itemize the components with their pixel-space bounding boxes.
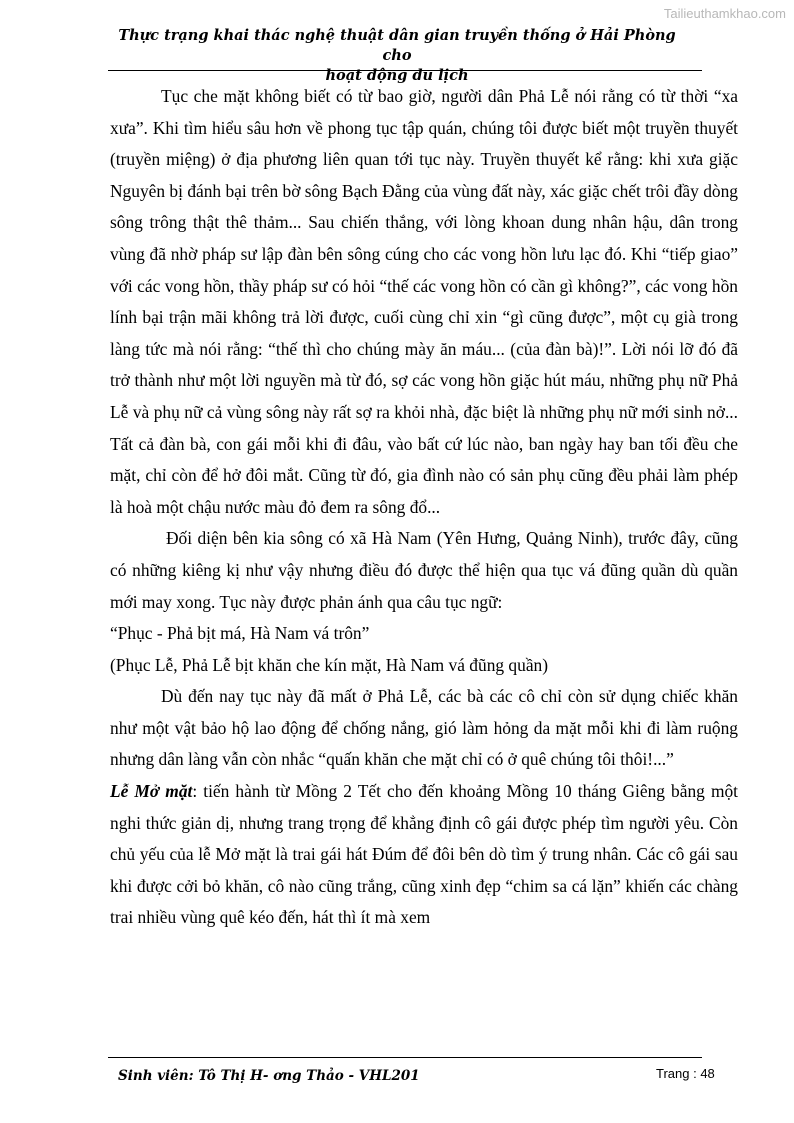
header-title-line2: hoạt động du lịch — [325, 67, 469, 84]
proverb-explanation: (Phục Lễ, Phả Lễ bịt khăn che kín mặt, Hà Nam vá đũng quần) — [110, 654, 549, 675]
paragraph-ha-nam: Đối diện bên kia sông có xã Hà Nam (Yên Hưng, Quảng Ninh), trước đây, cũng có những kiêng kị như vậy nhưng điều đó được thể hiện qua tục vá đũng quần dù quần mới may xong. Tục này được phản ánh qua câu tục ngữ: — [110, 528, 738, 612]
header-divider — [108, 70, 702, 71]
le-mo-mat-title: Lễ Mở mặt — [110, 781, 193, 802]
footer-student: Sinh viên: Tô Thị H- ơng Thảo - VHL201 — [118, 1068, 420, 1084]
page-header — [110, 26, 684, 86]
document-body — [110, 81, 738, 934]
header-title-line1: Thực trạng khai thác nghệ thuật dân gian truyền thống ở Hải Phòng cho — [118, 27, 676, 64]
proverb: “Phục - Phả bịt má, Hà Nam vá trôn” — [110, 623, 370, 644]
paragraph-le-mo-mat — [110, 776, 738, 934]
paragraph-today: Dù đến nay tục này đã mất ở Phả Lễ, các bà các cô chỉ còn sử dụng chiếc khăn như một vật bảo hộ lao động để chống nắng, gió làm hỏng da mặt mỗi khi đi làm ruộng nhưng dân làng vẫn còn nhắc “quấn khăn che mặt chỉ có ở quê chúng tôi thôi!...” — [110, 686, 738, 770]
le-mo-mat-text: : tiến hành từ Mồng 2 Tết cho đến khoảng Mồng 10 tháng Giêng bằng một nghi thức giản dị, nhưng trang trọng để khẳng định cô gái được phép tìm người yêu. Còn chủ yếu của lễ Mở mặt là trai gái hát Đúm để đôi bên dò tìm ý trung nhân. Các cô gái sau khi được cởi bỏ khăn, cô nào cũng trắng, cũng xinh đẹp “chim sa cá lặn” khiến các chàng trai nhiều vùng quê kéo đến, hát thì ít mà xem — [110, 781, 738, 928]
watermark: Tailieuthamkhao.com — [663, 6, 786, 21]
paragraph-legend: Tục che mặt không biết có từ bao giờ, người dân Phả Lễ nói rằng có từ thời “xa xưa”. Khi tìm hiểu sâu hơn về phong tục tập quán, chúng tôi được biết một truyền thuyết (truyền miệng) ở địa phương liên quan tới tục này. Truyền thuyết kể rằng: khi xưa giặc Nguyên bị đánh bại trên bờ sông Bạch Đằng của vùng đất này, xác giặc chết trôi đầy dòng sông trông thật thê thảm... Sau chiến thắng, với lòng khoan dung nhân hậu, dân trong vùng đã nhờ pháp sư lập đàn bên sông cúng cho các vong hồn lưu lạc đó. Khi “tiếp giao” với các vong hồn, thầy pháp sư có hỏi “thế các vong hồn có cần gì không?”, các vong hồn lính bại trận mãi không trả lời được, cuối cùng chỉ xin “gì cũng được”, một cụ già trong làng tức mà nói rằng: “thế thì cho chúng mày ăn máu... (của đàn bà)!”. Lời nói lỡ đó đã trở thành như một lời nguyền mà từ đó, sợ các vong hồn giặc hút máu, những phụ nữ Phả Lễ và phụ nữ cả vùng sông này rất sợ ra khỏi nhà, đặc biệt là những phụ nữ mới sinh nở... Tất cả đàn bà, con gái mỗi khi đi đâu, vào bất cứ lúc nào, ban ngày hay ban tối đều che mặt, chỉ còn để hở đôi mắt. Cũng từ đó, gia đình nào có sản phụ cũng đều phải làm phép là hoà một chậu nước màu đỏ đem ra sông đổ... — [110, 86, 738, 517]
page-number: Trang : 48 — [656, 1066, 715, 1081]
footer-divider — [108, 1057, 702, 1058]
